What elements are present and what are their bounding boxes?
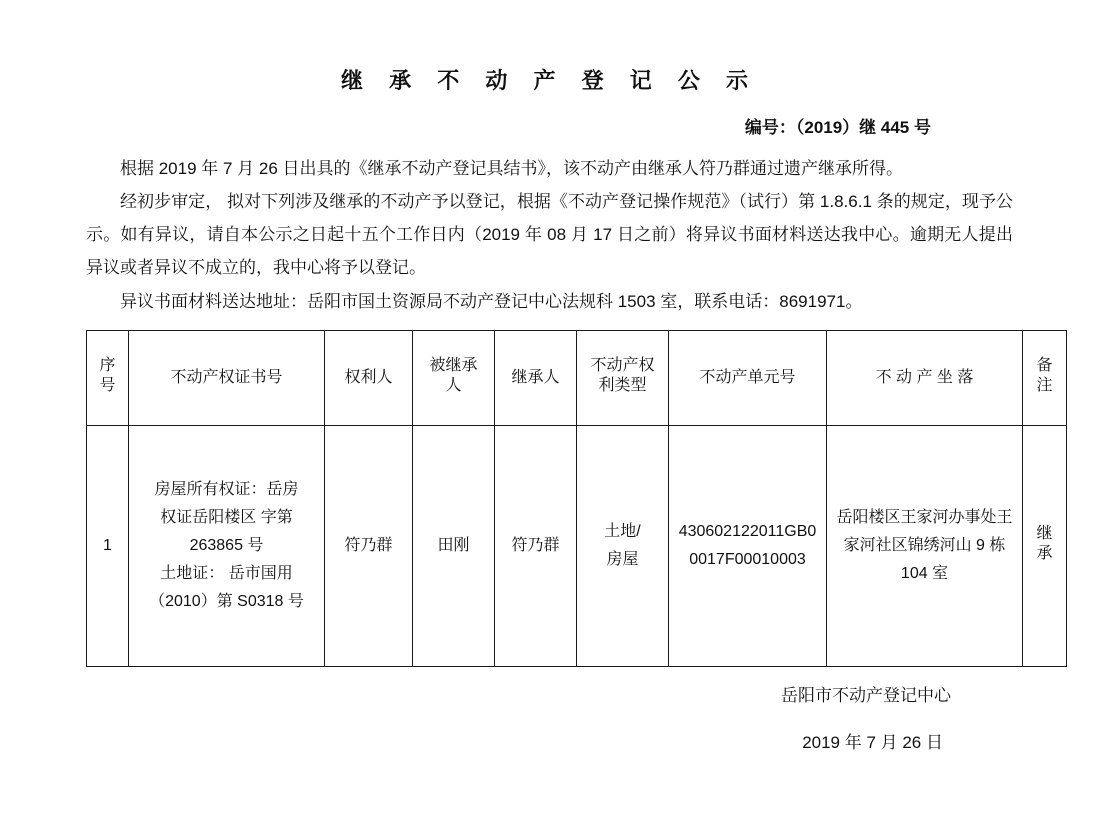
- header-location: 不 动 产 坐 落: [827, 330, 1023, 425]
- certificate-line-1: 房屋所有权证：岳房: [154, 480, 299, 498]
- certificate-line-5: （2010）第 S0318 号: [149, 592, 304, 610]
- cell-unit-number: [669, 425, 827, 666]
- table-row: [87, 425, 1067, 666]
- header-note-label: 备注: [1036, 356, 1053, 394]
- cell-certificate: [129, 425, 325, 666]
- location-line-2: 家河社区锦绣河山 9 栋: [843, 536, 1006, 554]
- cell-seq: 1: [87, 425, 129, 666]
- paragraph-3: 异议书面材料送达地址：岳阳市国土资源局不动产登记中心法规科 1503 室，联系电话：8691971。: [120, 291, 863, 311]
- issue-date: 2019 年 7 月 26 日: [802, 732, 943, 752]
- header-decedent: [413, 330, 495, 425]
- header-certificate: 不动产权证书号: [129, 330, 325, 425]
- certificate-line-4: 土地证： 岳市国用: [160, 564, 293, 582]
- header-heir: 继承人: [495, 330, 577, 425]
- header-unit-number: 不动产单元号: [669, 330, 827, 425]
- cell-decedent: 田刚: [413, 425, 495, 666]
- right-type-line-2: 房屋: [606, 550, 639, 568]
- header-owner: 权利人: [325, 330, 413, 425]
- page-title: 继 承 不 动 产 登 记 公 示: [341, 68, 758, 93]
- header-right-type-label: 不动产权利类型: [590, 356, 655, 394]
- paragraph-2: 经初步审定， 拟对下列涉及继承的不动产予以登记，根据《不动产登记操作规范》（试行）第 1.8.6.1 条的规定，现予公示。如有异议，请自本公示之日起十五个工作日内（2019 年 08 月 17 日之前）将异议书面材料送达我中心。逾期无人提出异议或者异议不成立的，我中心将予以登记。: [86, 192, 1013, 278]
- body-text: [86, 152, 1013, 318]
- header-right-type: [577, 330, 669, 425]
- cell-note-label: 继承: [1036, 524, 1053, 562]
- location-line-1: 岳阳楼区王家河办事处王: [836, 508, 1013, 526]
- header-note: [1023, 330, 1067, 425]
- paragraph-1: 根据 2019 年 7 月 26 日出具的《继承不动产登记具结书》，该不动产由继承人符乃群通过遗产继承所得。: [120, 159, 904, 178]
- header-decedent-label: 被继承人: [429, 356, 478, 394]
- location-line-3: 104 室: [900, 564, 949, 582]
- right-type-line-1: 土地/: [604, 522, 641, 540]
- certificate-line-2: 权证岳阳楼区 字第: [160, 508, 293, 526]
- cell-note: [1023, 425, 1067, 666]
- unit-number-line-1: 430602122011GB0: [678, 522, 817, 540]
- cell-owner: 符乃群: [325, 425, 413, 666]
- header-seq: [87, 330, 129, 425]
- certificate-line-3: 263865 号: [189, 536, 264, 554]
- table-header-row: [87, 330, 1067, 425]
- document-page: [0, 64, 1099, 834]
- document-number: 编号：（2019）继 445 号: [744, 118, 931, 137]
- cell-right-type: [577, 425, 669, 666]
- issuing-organization: 岳阳市不动产登记中心: [781, 685, 951, 705]
- cell-heir: 符乃群: [495, 425, 577, 666]
- registration-table: [86, 330, 1067, 667]
- header-seq-label: 序号: [99, 356, 116, 394]
- cell-location: [827, 425, 1023, 666]
- unit-number-line-2: 0017F00010003: [689, 550, 806, 568]
